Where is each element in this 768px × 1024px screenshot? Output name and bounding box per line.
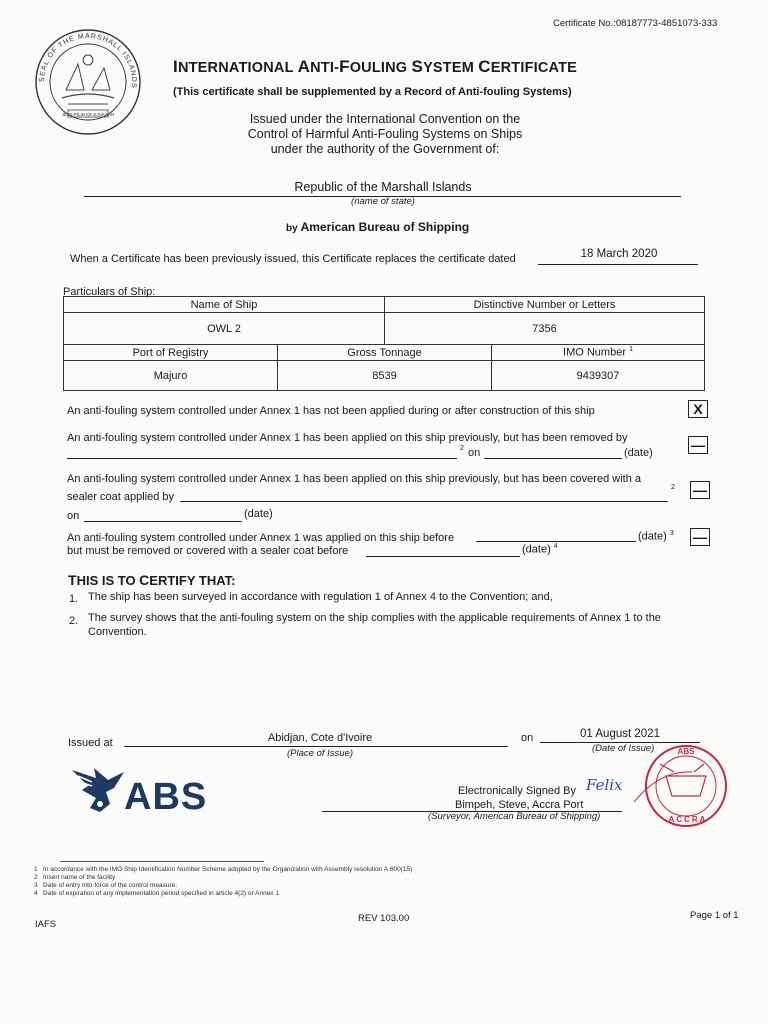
footnote-3: 3 Date of entry into force of the control measure. <box>34 882 178 889</box>
name-of-ship-value: OWL 2 <box>64 313 385 345</box>
statement-3-date-line <box>84 521 242 522</box>
page-number: Page 1 of 1 <box>690 910 739 921</box>
name-of-ship-header: Name of Ship <box>64 297 385 313</box>
footnote-2: 2 Insert name of the facility <box>34 874 116 881</box>
previous-certificate-date: 18 March 2020 <box>580 248 658 260</box>
footnote-divider <box>60 861 264 862</box>
statement-4-date-label: (date) $^3$ <box>638 530 674 543</box>
statement-2-on: on <box>468 447 481 459</box>
statement-1-checkbox: X <box>688 400 708 418</box>
date-caption: (Date of Issue) <box>592 743 655 754</box>
state-name: Republic of the Marshall Islands <box>294 180 472 194</box>
statement-3-checkbox: — <box>690 481 710 499</box>
handwritten-signature: Felix <box>586 776 623 794</box>
abs-accra-stamp-icon <box>620 742 746 828</box>
statement-2-date-line <box>484 458 622 459</box>
footnote-1: 1 In accordance with the IMO Ship Identification Number Scheme adopted by the Organization with Assembly resolution A.600(15) <box>34 866 413 873</box>
state-caption: (name of state) <box>351 196 415 207</box>
stamp-bottom-text: ACCRA <box>668 815 708 824</box>
issued-under-block: Issued under the International Convention on the Control of Harmful Anti-Fouling Systems on Ships under the authority of the Government of: <box>247 112 523 156</box>
certificate-number: Certificate No.:08187773-4851073-333 <box>553 18 718 29</box>
previous-date-underline <box>538 264 698 265</box>
stamp-top-text: ABS <box>677 747 695 756</box>
signature-caption: (Surveyor, American Bureau of Shipping) <box>428 811 601 822</box>
statement-1-text: An anti-fouling system controlled under Annex 1 has not been applied during or after construction of this ship <box>67 405 595 417</box>
seal-banner: JEPILPILIN KE EJUKAAN <box>61 112 115 117</box>
statement-3-text: An anti-fouling system controlled under Annex 1 has been applied on this ship previously, but has been covered with a <box>67 473 641 485</box>
place-of-issue: Abidjan, Cote d'Ivoire <box>267 732 373 744</box>
signer-name: Bimpeh, Steve, Accra Port <box>455 799 584 811</box>
previous-certificate-text: When a Certificate has been previously issued, this Certificate replaces the certificate dated <box>70 253 516 265</box>
gross-tonnage-value: 8539 <box>278 361 492 391</box>
statement-4-date-line <box>476 541 636 542</box>
statement-3-on: on <box>67 510 80 522</box>
distinctive-number-value: 7356 <box>385 313 705 345</box>
place-caption: (Place of Issue) <box>287 748 353 759</box>
abs-logo-text: ABS <box>124 776 208 818</box>
place-underline <box>124 746 508 747</box>
electronically-signed-label: Electronically Signed By <box>458 785 577 797</box>
revision: REV 103.00 <box>358 913 410 924</box>
statement-3-date-label: (date) <box>244 508 273 520</box>
footnote-4: 4 Date of expiration of any implementation period specified in article 4(2) or Annex 1. <box>34 890 281 897</box>
statement-4-checkbox: — <box>690 528 710 546</box>
certify-heading: THIS IS TO CERTIFY THAT: <box>68 572 236 588</box>
particulars-label: Particulars of Ship: <box>63 286 156 298</box>
certify-item-1-number: 1. <box>69 593 79 605</box>
certify-item-1: The ship has been surveyed in accordance with regulation 1 of Annex 4 to the Convention; and, <box>88 591 553 603</box>
svg-text:SEAL OF THE MARSHALL ISLANDS <box>39 33 137 89</box>
imo-number-header: IMO Number $^1$ <box>492 345 705 361</box>
imo-number-value: 9439307 <box>492 361 705 391</box>
certificate-subtitle: (This certificate shall be supplemented by a Record of Anti-fouling Systems) <box>173 86 572 98</box>
ship-particulars-table-bottom <box>63 344 705 391</box>
certify-item-2: The survey shows that the anti-fouling system on the ship complies with the applicable requirements of Annex 1 to the Convention. <box>88 612 661 638</box>
statement-3-sealer-label: sealer coat applied by <box>67 491 175 503</box>
port-of-registry-header: Port of Registry <box>64 345 278 361</box>
distinctive-number-header: Distinctive Number or Letters <box>385 297 705 313</box>
form-code: IAFS <box>35 919 57 930</box>
statement-4-date2-line <box>366 556 520 557</box>
ship-particulars-table-top <box>63 296 705 345</box>
seal-ring-text: SEAL OF THE MARSHALL ISLANDS <box>38 32 138 89</box>
statement-2-text: An anti-fouling system controlled under Annex 1 has been applied on this ship previously, but has been removed by <box>67 432 628 444</box>
issued-at-label: Issued at <box>68 737 113 749</box>
marshall-islands-seal-icon <box>22 28 154 136</box>
certify-item-2-number: 2. <box>69 615 79 627</box>
abs-eagle-logo-icon <box>70 764 126 816</box>
statement-2-date-label: (date) <box>624 447 653 459</box>
port-of-registry-value: Majuro <box>64 361 278 391</box>
statement-4-text: An anti-fouling system controlled under Annex 1 was applied on this ship before <box>67 532 455 544</box>
statement-2-checkbox: — <box>688 436 708 454</box>
statement-2-facility-line <box>67 458 457 459</box>
statement-3-sealer-line <box>180 501 668 502</box>
gross-tonnage-header: Gross Tonnage <box>278 345 492 361</box>
issued-on-label: on <box>521 732 534 744</box>
statement-4-date2-label: (date) $^4$ <box>522 543 558 556</box>
page-title: INTERNATIONAL ANTI-FOULING SYSTEM CERTIFICATE <box>173 57 578 76</box>
issuing-organization: by American Bureau of Shipping <box>286 220 470 234</box>
statement-4-line2: but must be removed or covered with a sealer coat before <box>67 545 349 557</box>
date-of-issue: 01 August 2021 <box>580 728 660 740</box>
